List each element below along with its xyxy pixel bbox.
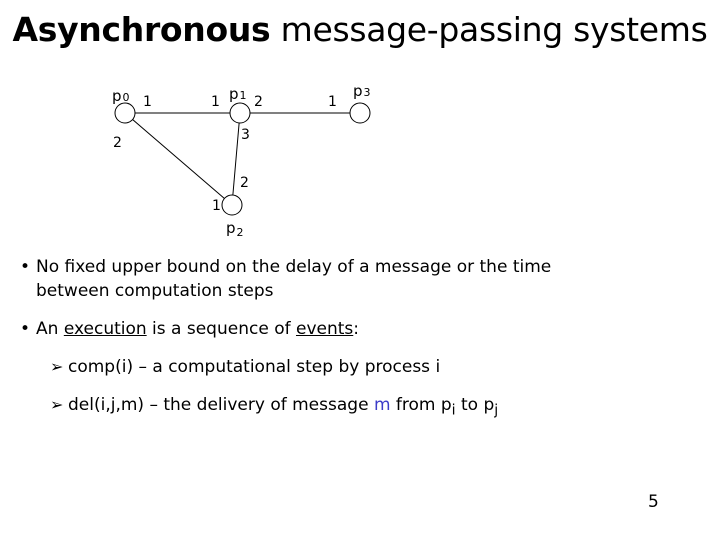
bullet-2-post: : bbox=[353, 319, 359, 339]
node-p1 bbox=[230, 103, 250, 123]
bullet-2-pre: An bbox=[36, 319, 64, 339]
port-p0-to-p2: 2 bbox=[113, 135, 122, 151]
port-p1-to-p2: 3 bbox=[241, 127, 250, 143]
bullet-2-mid: is a sequence of bbox=[146, 319, 296, 339]
arrow-bullet-icon: ➢ bbox=[50, 357, 64, 376]
sub-bullet-item bbox=[20, 393, 680, 422]
port-p1-to-p0: 1 bbox=[211, 94, 220, 110]
port-p1-to-p3: 2 bbox=[254, 94, 263, 110]
bullet-1-line-1: No fixed upper bound on the delay of a message or the time bbox=[36, 257, 552, 277]
title-bold: Asynchronous bbox=[12, 10, 271, 49]
node-p2 bbox=[222, 195, 242, 215]
node-p3 bbox=[350, 103, 370, 123]
sub-bullet-2-to: to p bbox=[455, 395, 495, 415]
sub-j: j bbox=[494, 402, 499, 419]
sub-bullet-item bbox=[20, 355, 680, 379]
sub-bullet-2-from: from p bbox=[390, 395, 452, 415]
sub-bullet-1: comp(i) – a computational step by process i bbox=[68, 357, 441, 377]
title-rest: message-passing systems bbox=[270, 10, 708, 49]
page-number: 5 bbox=[648, 492, 659, 512]
node-label-p3: p3 bbox=[353, 82, 371, 100]
node-p0 bbox=[115, 103, 135, 123]
bullet-item: • No fixed upper bound on the delay of a message or the time between computation steps bbox=[20, 257, 552, 301]
port-p2-to-p1: 2 bbox=[240, 175, 249, 191]
sub-bullet-2-pre: del(i,j,m) – the delivery of message bbox=[68, 395, 374, 415]
port-p0-to-p1: 1 bbox=[143, 94, 152, 110]
edge-p1-p2 bbox=[232, 113, 240, 205]
term-execution: execution bbox=[63, 319, 147, 339]
node-label-p2: $p_2$ bbox=[226, 219, 244, 239]
bullet-item: • An execution is a sequence of events: bbox=[20, 319, 359, 339]
sub-i: i bbox=[451, 402, 456, 419]
arrow-bullet-icon: ➢ bbox=[50, 395, 64, 414]
term-events: events bbox=[295, 319, 354, 339]
edge-p0-p2 bbox=[125, 113, 232, 205]
port-p3-to-p1: 1 bbox=[328, 94, 337, 110]
network-graph bbox=[0, 0, 720, 250]
message-m: m bbox=[373, 395, 391, 415]
port-p2-to-p0: 1 bbox=[212, 198, 221, 214]
bullet-1-line-2: between computation steps bbox=[36, 281, 274, 301]
node-label-p1: p1 bbox=[229, 85, 247, 103]
bullet-list bbox=[20, 255, 680, 422]
node-label-p0: p0 bbox=[112, 87, 130, 105]
